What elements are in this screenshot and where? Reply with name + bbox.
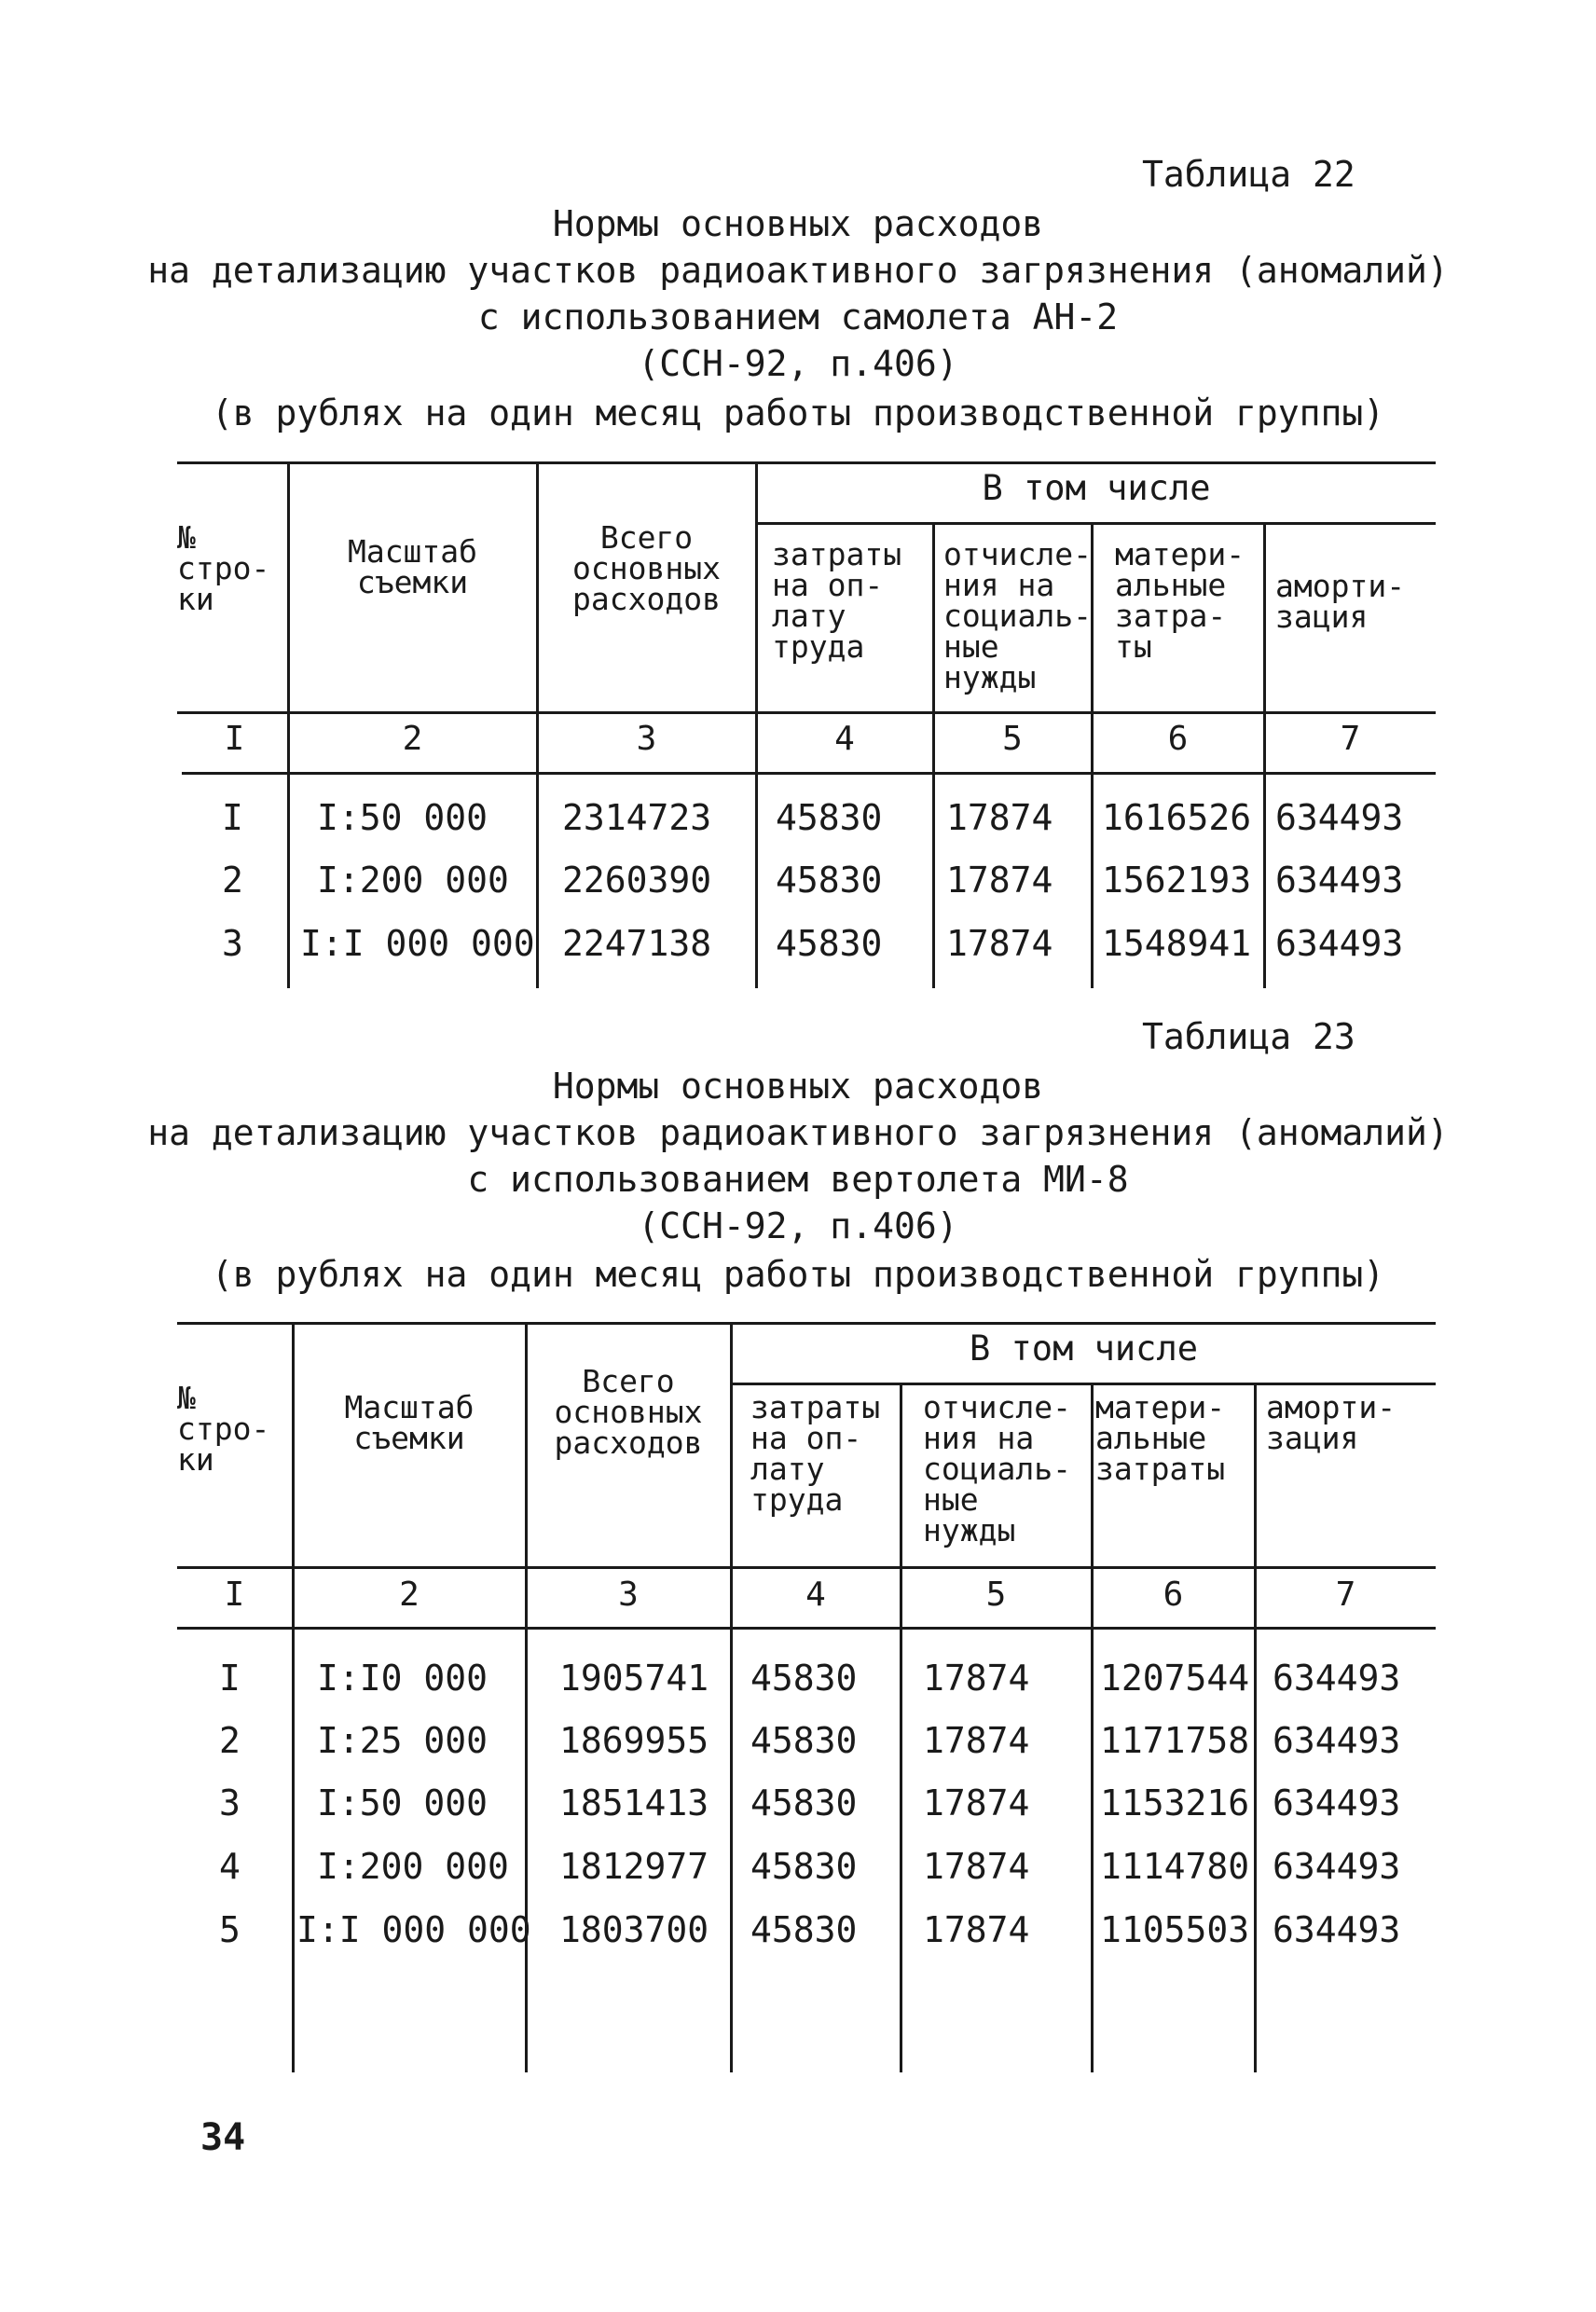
table-23-r3-num: 3 (219, 1782, 241, 1823)
table-23-header-row-number: № стро- ки (177, 1380, 270, 1478)
table-23-header-group: В том числе (969, 1328, 1199, 1369)
table-22-colnum-5: 5 (1002, 720, 1023, 758)
table-23-r2-amortization: 634493 (1273, 1720, 1401, 1761)
table-23-r1-material: 1207544 (1100, 1658, 1250, 1699)
table-23-r4-scale: I:200 000 (317, 1846, 509, 1887)
table-23-title-line-5: (в рублях на один месяц работы производственной группы) (211, 1254, 1385, 1295)
table-23-r1-scale: I:I0 000 (317, 1658, 488, 1699)
table-22-header-row-number: № стро- ки (177, 519, 270, 617)
table-23-r1-amortization: 634493 (1273, 1658, 1401, 1699)
table-23-header-amortization: аморти- зация (1266, 1389, 1396, 1456)
table-23-r3-material: 1153216 (1100, 1782, 1250, 1823)
table-22-title-line-1: Нормы основных расходов (552, 203, 1044, 244)
table-22-numbers-rule (182, 772, 1436, 775)
table-22-header-scale: Масштаб съемки (347, 533, 478, 600)
table-23-r4-num: 4 (219, 1846, 241, 1887)
table-23-top-rule (177, 1322, 1436, 1325)
table-22-r3-scale: I:I 000 000 (300, 923, 535, 964)
table-23-r4-amortization: 634493 (1273, 1846, 1401, 1887)
table-23-group-rule (730, 1383, 1436, 1385)
table-22-title-line-5: (в рублях на один месяц работы производственной группы) (211, 392, 1385, 434)
table-22-r2-amortization: 634493 (1275, 860, 1404, 901)
table-23-r2-material: 1171758 (1100, 1720, 1250, 1761)
table-22-r3-labor: 45830 (776, 923, 883, 964)
table-23-r5-num: 5 (219, 1909, 241, 1950)
table-23-r5-total: 1803700 (559, 1909, 709, 1950)
table-22-title-line-2: на детализацию участков радиоактивного загрязнения (аномалий) (147, 250, 1449, 291)
table-23-header-material: матери- альные затраты (1095, 1389, 1226, 1487)
table-23-r5-material: 1105503 (1100, 1909, 1250, 1950)
table-23-r3-amortization: 634493 (1273, 1782, 1401, 1823)
table-22-r1-scale: I:50 000 (317, 797, 488, 838)
table-22-r3-social: 17874 (946, 923, 1053, 964)
table-23-r3-labor: 45830 (750, 1782, 858, 1823)
table-23-r4-material: 1114780 (1100, 1846, 1250, 1887)
table-22-r1-social: 17874 (946, 797, 1053, 838)
table-22-colnum-2: 2 (402, 720, 423, 758)
table-23-r5-social: 17874 (923, 1909, 1030, 1950)
table-23-header-labor: затраты на оп- лату труда (750, 1389, 881, 1518)
table-23-r4-social: 17874 (923, 1846, 1030, 1887)
table-22-r1-labor: 45830 (776, 797, 883, 838)
table-23-r1-social: 17874 (923, 1658, 1030, 1699)
table-23-vline-5 (1091, 1383, 1094, 2072)
table-23-r5-scale: I:I 000 000 (296, 1909, 531, 1950)
table-23-colnum-7: 7 (1335, 1576, 1356, 1614)
table-23-r2-total: 1869955 (559, 1720, 709, 1761)
table-22-colnum-3: 3 (636, 720, 657, 758)
table-22-group-rule (755, 522, 1436, 525)
table-23-vline-3 (730, 1322, 733, 2072)
table-22-r2-scale: I:200 000 (317, 860, 509, 901)
table-22-header-material: матери- альные затра- ты (1115, 536, 1245, 665)
table-23-vline-6 (1254, 1383, 1257, 2072)
table-23-colnum-2: 2 (399, 1576, 420, 1614)
table-22-top-rule (177, 461, 1436, 464)
table-23-title-line-3: с использованием вертолета МИ-8 (467, 1159, 1129, 1200)
table-22-colnum-1: I (224, 720, 245, 758)
table-23-colnum-5: 5 (985, 1576, 1007, 1614)
table-23-r1-total: 1905741 (559, 1658, 709, 1699)
table-23-r4-labor: 45830 (750, 1846, 858, 1887)
table-22-r3-material: 1548941 (1102, 923, 1252, 964)
table-22-r2-social: 17874 (946, 860, 1053, 901)
table-23-r3-total: 1851413 (559, 1782, 709, 1823)
table-23-r1-num: I (219, 1658, 241, 1699)
table-23-title-line-1: Нормы основных расходов (552, 1066, 1044, 1107)
table-23-r4-total: 1812977 (559, 1846, 709, 1887)
table-22-colnum-7: 7 (1340, 720, 1361, 758)
table-23-header-rule (177, 1566, 1436, 1569)
table-23-title-line-4: (ССН-92, п.406) (638, 1205, 958, 1246)
table-22-r2-num: 2 (222, 860, 243, 901)
table-22-r2-total: 2260390 (562, 860, 712, 901)
table-23-header-social: отчисле- ния на социаль- ные нужды (923, 1389, 1071, 1548)
table-23-r2-social: 17874 (923, 1720, 1030, 1761)
table-22-header-labor: затраты на оп- лату труда (772, 536, 902, 665)
table-22-colnum-6: 6 (1167, 720, 1189, 758)
table-22-title-line-4: (ССН-92, п.406) (638, 343, 958, 384)
table-22-header-rule (177, 711, 1436, 714)
table-23-header-scale: Масштаб съемки (344, 1389, 475, 1456)
table-22-r3-total: 2247138 (562, 923, 712, 964)
table-23-colnum-3: 3 (618, 1576, 639, 1614)
table-23-r1-labor: 45830 (750, 1658, 858, 1699)
table-22-r3-amortization: 634493 (1275, 923, 1404, 964)
table-23-header-total: Всего основных расходов (554, 1363, 703, 1461)
table-22-colnum-4: 4 (834, 720, 855, 758)
table-23-r5-labor: 45830 (750, 1909, 858, 1950)
table-22-r3-num: 3 (222, 923, 243, 964)
table-23-title-line-2: на детализацию участков радиоактивного загрязнения (аномалий) (147, 1112, 1449, 1153)
table-23-r2-scale: I:25 000 (317, 1720, 488, 1761)
table-22-r1-num: I (222, 797, 243, 838)
table-23-vline-4 (900, 1383, 902, 2072)
table-22-r1-total: 2314723 (562, 797, 712, 838)
table-22-r2-material: 1562193 (1102, 860, 1252, 901)
table-22-header-total: Всего основных расходов (572, 519, 721, 617)
table-23-colnum-6: 6 (1163, 1576, 1184, 1614)
table-22-header-group: В том числе (982, 468, 1211, 508)
table-23-numbers-rule (177, 1627, 1436, 1630)
table-23-r2-labor: 45830 (750, 1720, 858, 1761)
table-22-header-social: отчисле- ния на социаль- ные нужды (943, 536, 1092, 695)
table-23-colnum-1: I (224, 1576, 245, 1614)
table-22-label: Таблица 22 (1142, 154, 1355, 195)
table-22-r1-amortization: 634493 (1275, 797, 1404, 838)
table-22-r1-material: 1616526 (1102, 797, 1252, 838)
table-23-colnum-4: 4 (805, 1576, 826, 1614)
page-number: 34 (200, 2116, 246, 2159)
table-23-r3-scale: I:50 000 (317, 1782, 488, 1823)
table-23-r2-num: 2 (219, 1720, 241, 1761)
table-23-r5-amortization: 634493 (1273, 1909, 1401, 1950)
table-22-header-amortization: аморти- зация (1275, 568, 1406, 635)
table-23-label: Таблица 23 (1142, 1016, 1355, 1057)
table-22-title-line-3: с использованием самолета АН-2 (477, 296, 1119, 337)
table-23-r3-social: 17874 (923, 1782, 1030, 1823)
table-22-r2-labor: 45830 (776, 860, 883, 901)
